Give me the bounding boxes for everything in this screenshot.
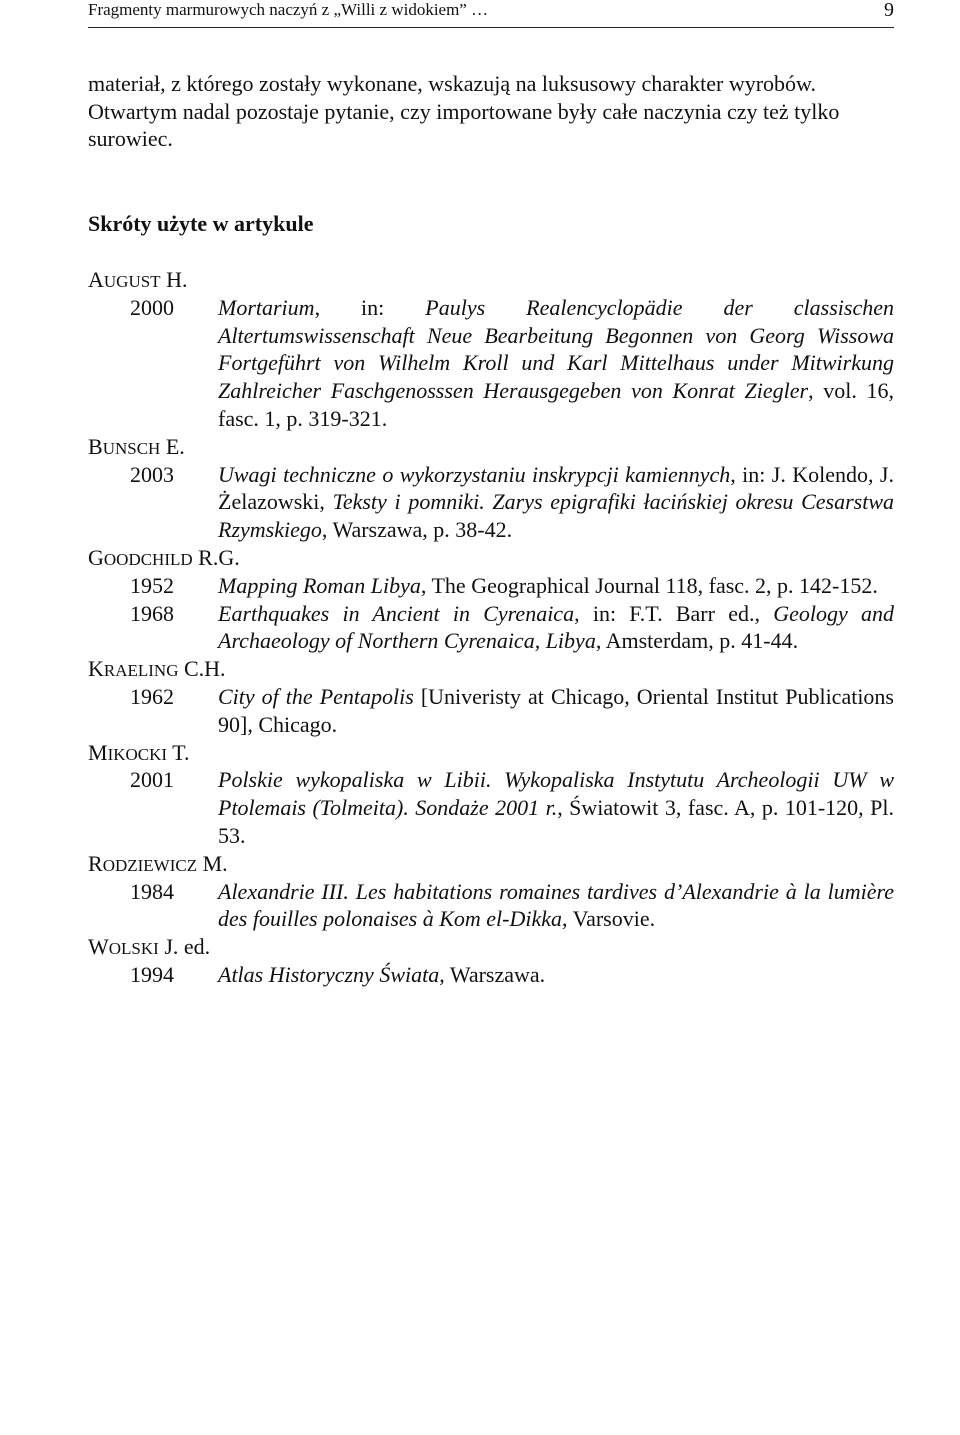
ref-text: , in: (314, 294, 426, 320)
author-initial: W (88, 934, 109, 960)
bibliography (88, 266, 894, 989)
ref-text: , Światowit 3, fasc. A, p. 101-120, Pl. 53. (218, 795, 895, 848)
running-title: Fragmenty marmurowych naczyń z „Willi z widokiem” … (88, 0, 489, 19)
bib-author (88, 850, 894, 878)
bib-author (88, 266, 894, 294)
author-surname: RAELING (103, 661, 179, 681)
header-divider (88, 27, 894, 28)
ref-text: , Varsovie. (562, 906, 656, 932)
ref-text: , vol. 16, fasc. 1, p. 319-321. (218, 378, 894, 431)
bib-author (88, 933, 894, 961)
page-number: 9 (884, 0, 894, 21)
author-initial: K (88, 656, 104, 682)
author-surname: OODCHILD (103, 549, 193, 569)
bib-reference (218, 878, 894, 934)
ref-title: Uwagi techniczne o wykorzystaniu inskrypcji kamiennych (218, 461, 731, 487)
bib-reference (218, 683, 894, 739)
author-initials: J. ed. (158, 934, 211, 960)
ref-title: Atlas Historyczny Świata (218, 961, 440, 987)
bib-reference (218, 294, 894, 433)
bib-reference (218, 461, 894, 544)
ref-title: City of the Pentapolis (218, 683, 414, 709)
bib-entry (88, 766, 894, 849)
running-header (88, 0, 894, 22)
intro-paragraph: materiał, z którego zostały wykonane, wskazują na luksusowy charakter wyrobów. Otwartym nadal pozostaje pytanie, czy importowane były całe naczynia czy też tylko surowiec. (88, 71, 840, 151)
section-heading: Skróty użyte w artykule (88, 211, 314, 236)
bib-year: 2003 (130, 461, 174, 487)
bib-entry (88, 461, 894, 544)
bib-author (88, 739, 894, 767)
author-surname: ODZIEWICZ (102, 855, 198, 875)
ref-title: Geology and Archaeology of Northern Cyrenaica, Libya (218, 600, 895, 654)
bib-author (88, 544, 894, 572)
bib-reference (218, 766, 894, 849)
bib-reference (218, 572, 894, 600)
author-surname: OLSKI (108, 939, 159, 959)
ref-title: Alexandrie III. Les habitations romaines tardives d’Alexandrie à la lumière des fouilles polonaises à Kom el-Dikka (218, 878, 894, 932)
bib-reference (218, 600, 894, 656)
ref-text: , Amsterdam, p. 41-44. (595, 628, 799, 654)
author-surname: IKOCKI (107, 744, 168, 764)
bib-year: 1962 (130, 683, 174, 709)
author-initials: R.G. (192, 544, 240, 570)
bib-entry (88, 572, 894, 600)
ref-text: , in: J. Kolendo, J. Żelazowski, (218, 461, 894, 515)
bib-year: 1968 (130, 600, 174, 626)
author-initial: R (88, 850, 103, 876)
ref-title: Mortarium (218, 294, 315, 320)
author-initials: T. (167, 739, 190, 765)
bib-author (88, 655, 894, 683)
ref-title: Paulys Realencyclopädie der classischen Altertumswissenschaft Neue Bearbeitung Begonnen von Georg Wissowa Fortgeführt von Wilhelm Kroll und Karl Mittelhaus under Mitwirkung Zahlreicher Faschgenosssen Herausgegeben von Konrat Ziegler (218, 294, 894, 404)
bib-year: 2001 (130, 767, 174, 793)
bib-entry (88, 600, 894, 656)
bib-entry (88, 294, 894, 433)
bib-entry (88, 961, 894, 989)
author-initials: H. (160, 267, 188, 292)
ref-title: Teksty i pomniki. Zarys epigrafiki łacińskiej okresu Cesarstwa Rzymskiego (218, 489, 895, 543)
bib-author (88, 433, 894, 461)
author-initial: G (88, 544, 104, 570)
author-surname: UNSCH (102, 438, 161, 458)
author-initial: M (88, 739, 108, 765)
bib-entry (88, 878, 894, 934)
author-initials: C.H. (178, 656, 226, 682)
author-initial: A (88, 267, 104, 292)
ref-text: , The Geographical Journal 118, fasc. 2, p. 142-152. (420, 572, 878, 598)
bib-year: 1984 (130, 878, 174, 904)
footer-trace (0, 1429, 960, 1433)
bib-entry (88, 683, 894, 739)
bib-year: 2000 (130, 294, 174, 320)
bib-year: 1994 (130, 961, 174, 987)
ref-text: [Univeristy at Chicago, Oriental Institut Publications 90], Chicago. (218, 683, 894, 737)
ref-text: , Warszawa. (439, 961, 546, 987)
ref-title: Polskie wykopaliska w Libii. Wykopaliska Instytutu Archeologii UW w Ptolemais (Tolmeita). Sondaże 2001 r. (218, 767, 894, 821)
author-initials: M. (197, 850, 228, 876)
author-surname: UGUST (103, 272, 161, 291)
ref-title: Earthquakes in Ancient in Cyrenaica (218, 600, 575, 626)
ref-text: , Warszawa, p. 38-42. (321, 517, 513, 543)
author-initial: B (88, 433, 103, 459)
author-initials: E. (160, 433, 185, 459)
ref-text: , in: F.T. Barr ed., (574, 600, 774, 626)
bib-year: 1952 (130, 572, 174, 598)
ref-title: Mapping Roman Libya (218, 572, 421, 598)
bib-reference (218, 961, 894, 989)
